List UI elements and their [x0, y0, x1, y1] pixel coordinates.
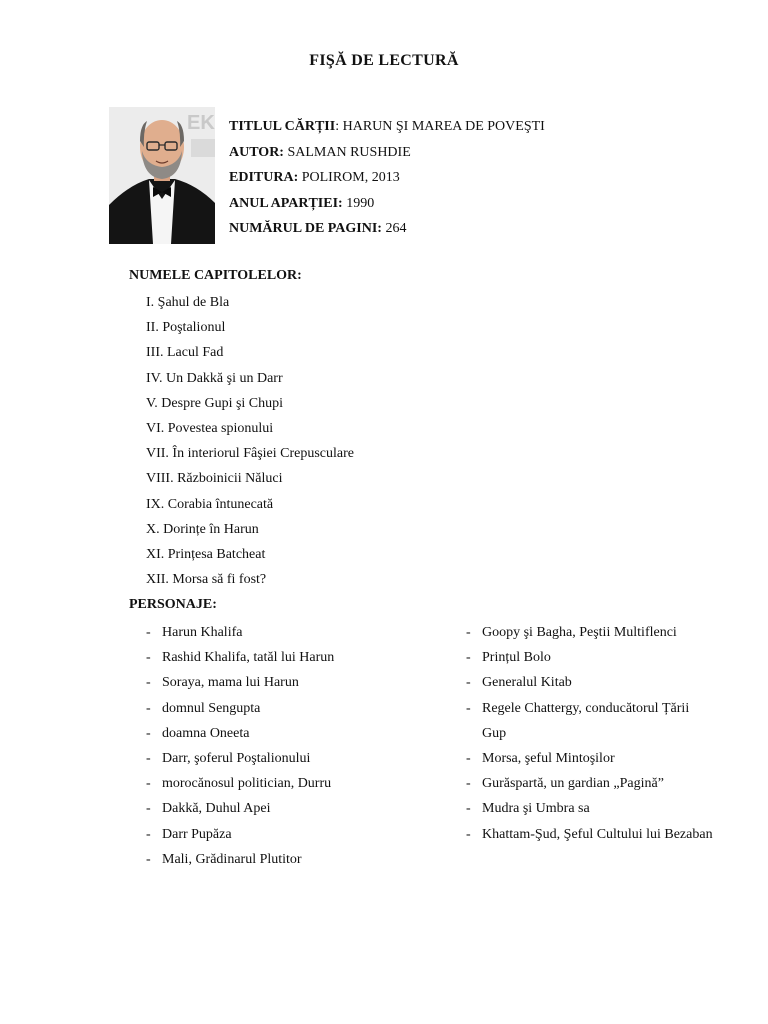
- chapter-item: VII. În interiorul Fâşiei Crepusculare: [146, 446, 354, 462]
- chapters-heading: NUMELE CAPITOLELOR:: [129, 268, 302, 283]
- author-portrait: [109, 107, 215, 244]
- publisher-row: [229, 168, 545, 194]
- page-title: FIŞĂ DE LECTURĂ: [309, 52, 459, 69]
- author-label: AUTOR:: [229, 144, 284, 160]
- character-item: - doamna Oneeta: [146, 721, 436, 746]
- chapter-item: XII. Morsa să fi fost?: [146, 572, 267, 588]
- book-details: [229, 117, 545, 245]
- character-item: - Darr, şoferul Poştalionului: [146, 746, 436, 771]
- page-count-row: [229, 219, 545, 245]
- chapter-item: VI. Povestea spionului: [146, 420, 274, 436]
- character-item: - morocănosul politician, Durru: [146, 771, 436, 796]
- book-title-separator: :: [335, 119, 343, 134]
- chapter-item: XI. Prințesa Batcheat: [146, 546, 266, 562]
- chapter-item: VIII. Războinicii Năluci: [146, 471, 283, 487]
- character-item: - Dakkă, Duhul Apei: [146, 796, 436, 821]
- chapter-item: I. Şahul de Bla: [146, 295, 230, 310]
- year-row: [229, 194, 545, 220]
- chapter-item: X. Dorințe în Harun: [146, 521, 259, 537]
- character-item: - Prințul Bolo: [466, 645, 716, 670]
- character-item: - Rashid Khalifa, tatăl lui Harun: [146, 645, 436, 670]
- publisher-value: POLIROM, 2013: [301, 170, 400, 185]
- character-item: - Generalul Kitab: [466, 670, 716, 695]
- page-count-label: NUMĂRUL DE PAGINI:: [229, 221, 382, 236]
- chapters-list: [146, 293, 354, 595]
- year-value: 1990: [346, 195, 375, 211]
- characters-list-right: [466, 620, 716, 847]
- author-value: SALMAN RUSHDIE: [287, 144, 411, 160]
- chapter-item: IV. Un Dakkă şi un Darr: [146, 370, 283, 386]
- character-item: - Goopy şi Bagha, Peştii Multiflenci: [466, 620, 716, 645]
- character-item: - Khattam-Şud, Şeful Cultului lui Bezaban: [466, 822, 716, 847]
- character-item: - Mudra şi Umbra sa: [466, 796, 716, 821]
- character-item: - Mali, Grădinarul Plutitor: [146, 847, 436, 872]
- book-title-value: HARUN ŞI MAREA DE POVEŞTI: [342, 119, 545, 134]
- book-title-row: [229, 117, 545, 143]
- author-row: [229, 143, 545, 169]
- chapter-item: V. Despre Gupi şi Chupi: [146, 395, 284, 411]
- character-item: - Gurăspartă, un gardian „Pagină”: [466, 771, 716, 796]
- chapter-item: IX. Corabia întunecată: [146, 496, 274, 512]
- character-item: - Soraya, mama lui Harun: [146, 670, 436, 695]
- character-item: - domnul Sengupta: [146, 696, 436, 721]
- author-portrait-icon: [109, 107, 215, 244]
- chapter-item: III. Lacul Fad: [146, 345, 224, 361]
- character-item: - Harun Khalifa: [146, 620, 436, 645]
- character-item: - Morsa, şeful Mintoşilor: [466, 746, 716, 771]
- svg-text:EK: EK: [187, 112, 215, 134]
- chapter-item: II. Poştalionul: [146, 320, 226, 336]
- characters-list-left: [146, 620, 436, 872]
- characters-heading: PERSONAJE:: [129, 597, 217, 612]
- page-count-value: 264: [385, 221, 407, 236]
- character-item: - Regele Chattergy, conducătorul Țării Gup: [466, 696, 716, 746]
- year-label: ANUL APARȚIEI:: [229, 195, 343, 211]
- publisher-label: EDITURA:: [229, 170, 299, 185]
- book-title-label: TITLUL CĂRȚII: [229, 119, 336, 134]
- character-item: - Darr Pupăza: [146, 822, 436, 847]
